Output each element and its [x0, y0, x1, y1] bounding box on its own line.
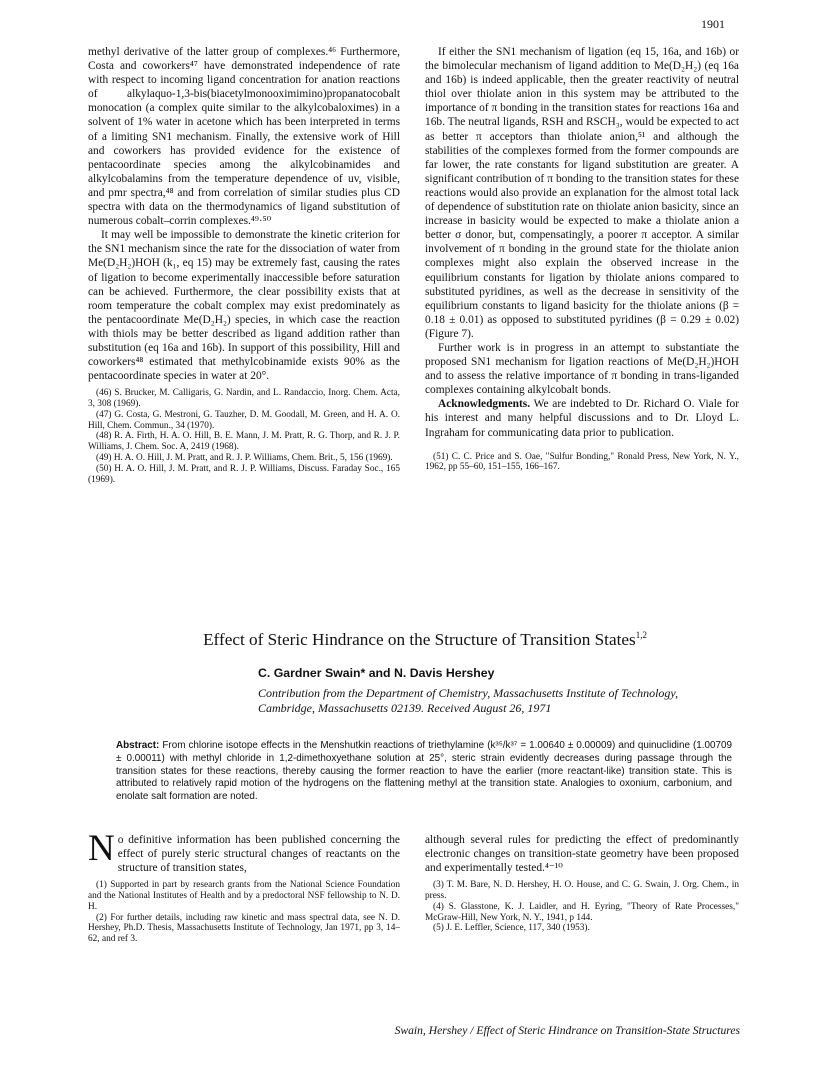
left-column-continued-text: [88, 45, 400, 485]
paragraph: methyl derivative of the latter group of complexes.⁴⁶ Furthermore, Costa and coworkers⁴⁷ have demonstrated independence of rate with respect to incoming ligand concentration for anation reactions of alkylaquo-1,3-bis(biacetylmonooximimino)propanatocobalt monocation (a complex quite similar to the alkylcobaloximes) in a solvent of 1% water in acetone which has been interpreted in terms of a limiting SN1 mechanism. Finally, the extensive work of Hill and coworkers has provided evidence for the existence of pentacoordinate species among the alkylcobinamides and alkylcobalamins from the temperature dependence of uv, visible, and pmr spectra,⁴⁸ and from correlation of similar studies plus CD spectra with data on the thermodynamics of ligand substitution of numerous cobalt–corrin complexes.⁴⁹·⁵⁰: [88, 46, 400, 228]
footnotes-left: [88, 388, 400, 485]
footnote: (48) R. A. Firth, H. A. O. Hill, B. E. Mann, J. M. Pratt, R. G. Thorp, and R. J. P. Williams, J. Chem. Soc. A, 2419 (1968).: [88, 431, 400, 453]
right-column-continued-text: [425, 45, 739, 473]
intro-paragraph: although several rules for predicting the effect of predominantly electronic changes on transition-state geometry have been proposed and experimentally tested.⁴⁻¹⁰: [425, 834, 739, 875]
paragraph: Further work is in progress in an attempt to substantiate the proposed SN1 mechanism for ligation reactions of Me(D₂H₂)HOH and to assess the relative importance of π bonding in trans-liganded complexes containing alkylcobalt bonds.: [425, 341, 739, 397]
article-title: [100, 630, 750, 650]
intro-left-column: [88, 828, 400, 945]
footnote: (5) J. E. Leffler, Science, 117, 340 (1953).: [433, 923, 590, 934]
footnotes-intro-right: [425, 880, 739, 934]
article-title-text: Effect of Steric Hindrance on the Structure of Transition States: [203, 630, 636, 649]
running-footer: Swain, Hershey / Effect of Steric Hindrance on Transition-State Structures: [394, 1024, 740, 1037]
footnotes-right: [425, 452, 739, 474]
footnote: (49) H. A. O. Hill, J. M. Pratt, and R. J. P. Williams, Chem. Brit., 5, 156 (1969).: [96, 453, 393, 464]
article-authors: C. Gardner Swain* and N. Davis Hershey: [258, 666, 495, 680]
intro-paragraph: [88, 828, 400, 875]
footnotes-intro-left: [88, 880, 400, 945]
footnote: (4) S. Glasstone, K. J. Laidler, and H. Eyring, "Theory of Rate Processes," McGraw-Hill, New York, N. Y., 1941, p 144.: [425, 901, 739, 923]
article-affiliation: Contribution from the Department of Chemistry, Massachusetts Institute of Technology, Cambridge, Massachusetts 02139. Received August 26, 1971: [258, 686, 679, 715]
page-number: 1901: [701, 17, 725, 31]
paragraph: If either the SN1 mechanism of ligation (eq 15, 16a, and 16b) or the bimolecular mechanism of ligand addition to Me(D₂H₂) (eq 16a and 16b) is indeed applicable, then the greater reactivity of neutral thiol over thiolate anion in this system may be attributed to the importance of π bonding in the transition states for reactions 16a and 16b. The neutral ligands, RSH and RSCH₃, would be expected to act as better π acceptors than thiolate anion,⁵¹ and although the stabilities of the complexes formed from the former compounds are far lower, the rate constants for ligand substitution are greater. A significant contribution of π bonding to the transition states for these reactions would also provide an explanation for the almost total lack of dependence of substitution rate on thiolate anion basicity, since an increase in basicity would be expected to make a thiolate anion a better σ donor, but, compensatingly, a poorer π acceptor. A similar involvement of π bonding in the ground state for the thiolate anion complexes might also explain the observed increase in the equilibrium constants for ligation by thiolate anions compared to substituted pyridines, as well as the decrease in sensitivity of the equilibrium constants to ligand basicity for the thiolate anions (β = 0.18 ± 0.01) as opposed to substituted pyridines (β = 0.29 ± 0.02) (Figure 7).: [425, 46, 739, 340]
intro-right-column: [425, 833, 739, 934]
footnote: (50) H. A. O. Hill, J. M. Pratt, and R. J. P. Williams, Discuss. Faraday Soc., 165 (1969).: [88, 463, 400, 485]
abstract-text: From chlorine isotope effects in the Menshutkin reactions of triethylamine (k³⁵/k³⁷ = 1.00640 ± 0.00009) and quinuclidine (1.00709 ± 0.00011) with methyl chloride in 1,2-dimethoxyethane solution at 25°, steric strain evidently decreases during passage through the transition states for these reactions, thereby causing the former reaction to have the earlier (more reactant-like) transition state. This is attributed to relatively rapid motion of the hydrogens on the flattening methyl at the transition state. Analogies to oxonium, carbonium, and enolate salt formation are noted.: [116, 740, 732, 803]
footnote: (2) For further details, including raw kinetic and mass spectral data, see N. D. Hershey, Ph.D. Thesis, Massachusetts Institute of Technology, Jan 1971, pp 3, 14–62, and ref 3.: [88, 912, 400, 945]
intro-text: o definitive information has been published concerning the effect of purely steric structural changes of reactants on the structure of transition states,: [117, 834, 400, 875]
acknowledgments: [425, 397, 739, 439]
paragraph: It may well be impossible to demonstrate the kinetic criterion for the SN1 mechanism since the rate for the dissociation of water from Me(D₂H₂)HOH (k₁, eq 15) may be extremely fast, causing the rates of ligation to become experimentally inaccessible before saturation can be achieved. Furthermore, the clear possibility exists that at room temperature the cobalt complex may exist predominately as the pentacoordinate Me(D₂H₂) species, in which case the reaction with thiols may be better described as ligand addition rather than substitution (eq 16a and 16b). In support of this possibility, Hill and coworkers⁴⁸ estimated that methylcobinamide exists 90% as the pentacoordinate species in water at 20°.: [88, 229, 400, 383]
title-footnote-ref: 1,2: [635, 630, 647, 640]
acknowledgments-heading: Acknowledgments.: [438, 398, 531, 411]
footnote: (3) T. M. Bare, N. D. Hershey, H. O. House, and C. G. Swain, J. Org. Chem., in press.: [425, 880, 739, 902]
footnote: (47) G. Costa, G. Mestroni, G. Tauzher, D. M. Goodall, M. Green, and H. A. O. Hill, Chem. Commun., 34 (1970).: [88, 409, 400, 431]
footnote: (1) Supported in part by research grants from the National Science Foundation and the National Institutes of Health and by a predoctoral NSF fellowship to N. D. H.: [88, 880, 400, 912]
abstract-heading: Abstract:: [116, 740, 160, 751]
footnote: (51) C. C. Price and S. Oae, "Sulfur Bonding," Ronald Press, New York, N. Y., 1962, pp 55–60, 151–155, 166–167.: [425, 451, 739, 473]
abstract: [116, 740, 732, 804]
drop-cap: N: [88, 828, 115, 869]
footnote: (46) S. Brucker, M. Calligaris, G. Nardin, and L. Randaccio, Inorg. Chem. Acta, 3, 308 (1969).: [88, 388, 400, 410]
acknowledgments-text: We are indebted to Dr. Richard O. Viale for his interest and many helpful discussions and to Dr. Lloyd L. Ingraham for communicating data prior to publication.: [425, 398, 739, 439]
